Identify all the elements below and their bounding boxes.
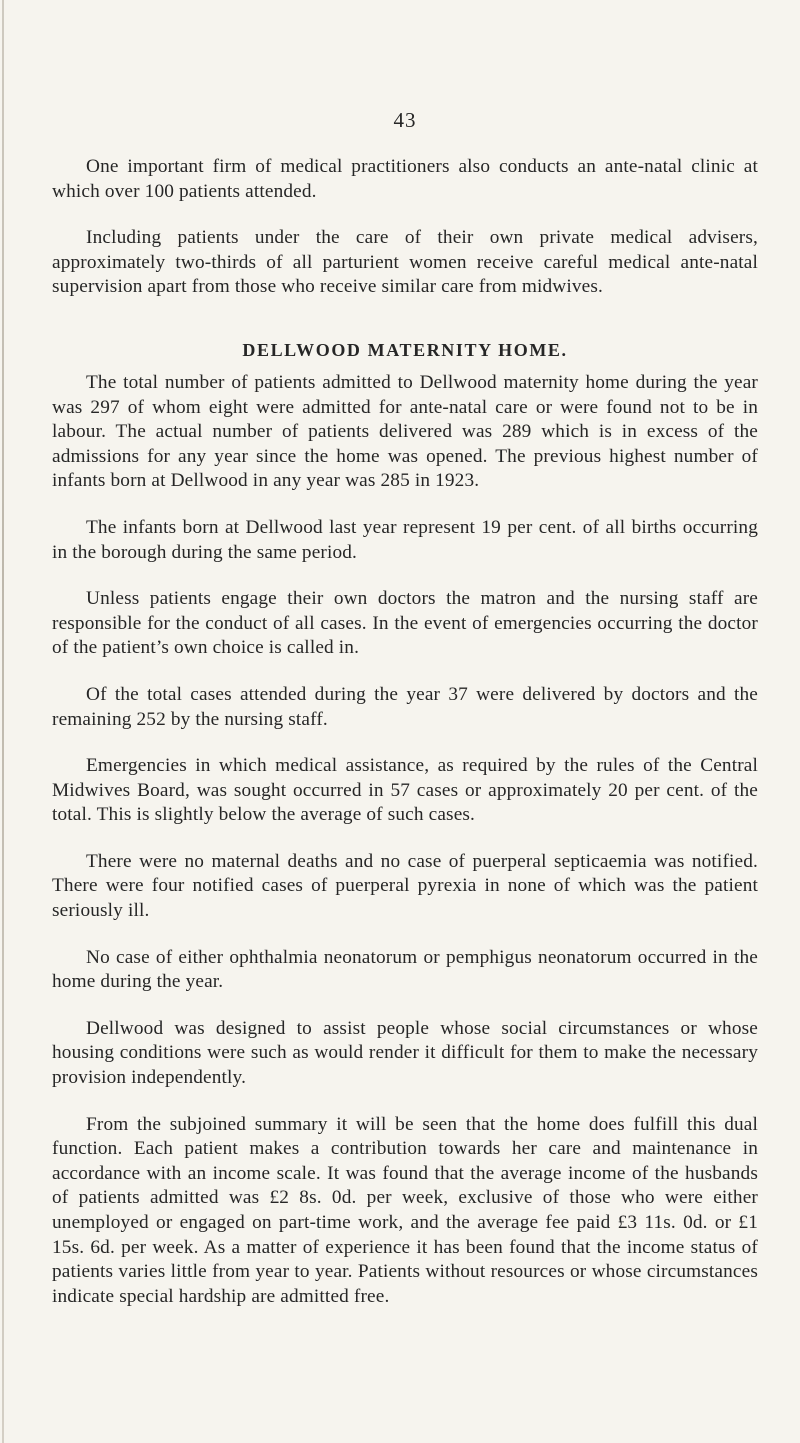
section-heading: DELLWOOD MATERNITY HOME. — [242, 339, 568, 360]
document-page — [52, 108, 758, 1331]
page-edge-rule — [2, 0, 4, 1443]
paragraph-emergencies: Emergencies in which medical assistance, as required by the rules of the Central Midwives Board, was sought occurred in 57 cases or approximately 20 per cent. of the total. This is slightly below the average of such cases. — [52, 755, 758, 826]
paragraph-design-purpose: Dellwood was designed to assist people whose social circumstances or whose housing conditions were such as would render it difficult for them to make the necessary provision independently. — [52, 1017, 758, 1089]
paragraph-admissions: The total number of patients admitted to Dellwood maternity home during the year was 297 of whom eight were admitted for ante-natal care or were found not to be in labour. The actual number of patients delivered was 289 which is in excess of the admissions for any year since the home was opened. The previous highest number of infants born at Dellwood in any year was 285 in 1923. — [52, 371, 758, 492]
paragraph-deliveries: Of the total cases attended during the year 37 were delivered by doctors and the remaining 252 by the nursing staff. — [52, 683, 758, 730]
paragraph-income-scale: From the subjoined summary it will be seen that the home does fulfill this dual function. Each patient makes a contribution towards her care and maintenance in accordance with an income scale. It was found that the average income of the husbands of patients admitted was £2 8s. 0d. per week, exclusive of those who were either unemployed or engaged on part-time work, and the average fee paid £3 11s. 0d. or £1 15s. 6d. per week. As a matter of experience it has been found that the income status of patients varies little from year to year. Patients without resources or whose circumstances indicate special hardship are admitted free. — [52, 1113, 758, 1307]
paragraph-antenatal-supervision: Including patients under the care of their own private medical advisers, approximately two-thirds of all parturient women receive careful medical ante-natal supervision apart from those who receive similar care from midwives. — [52, 227, 758, 298]
paragraph-ophthalmia: No case of either ophthalmia neonatorum or pemphigus neonatorum occurred in the home during the year. — [52, 946, 758, 993]
paragraph-antenatal-clinic: One important firm of medical practitioners also conducts an ante-natal clinic at which over 100 patients attended. — [52, 156, 758, 202]
paragraph-birth-share: The infants born at Dellwood last year represent 19 per cent. of all births occurring in the borough during the same period. — [52, 516, 758, 563]
page-number: 43 — [393, 108, 417, 132]
paragraph-maternal-deaths: There were no maternal deaths and no case of puerperal septicaemia was notified. There were four notified cases of puerperal pyrexia in none of which was the patient seriously ill. — [52, 850, 758, 922]
paragraph-responsibility: Unless patients engage their own doctors the matron and the nursing staff are responsible for the conduct of all cases. In the event of emergencies occurring the doctor of the patient’s own choice is called in. — [52, 588, 758, 659]
